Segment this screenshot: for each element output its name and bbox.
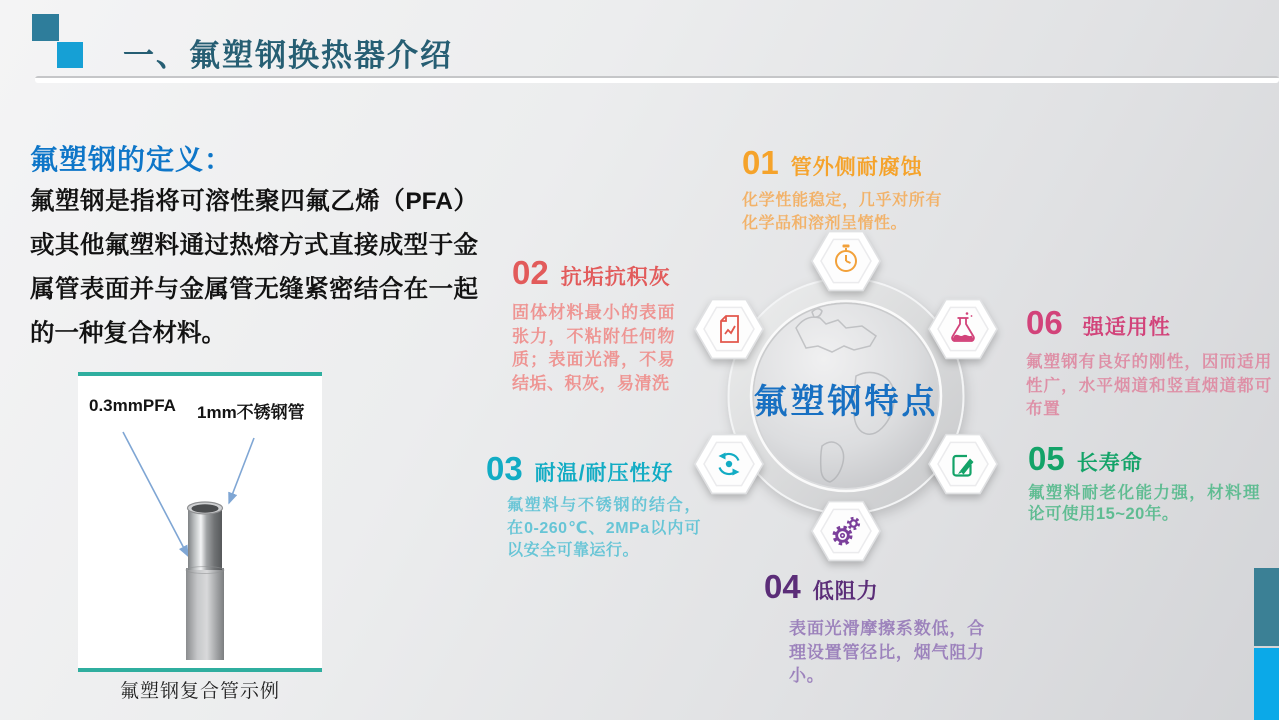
definition-heading: 氟塑钢的定义： <box>30 144 234 175</box>
feature-01-title: 管外侧耐腐蚀 <box>790 156 923 179</box>
feature-03-body: 氟塑料与不锈钢的结合，在0-260℃、2MPa以内可以安全可靠运行。 <box>507 497 701 559</box>
definition-body: 氟塑钢是指将可溶性聚四氟乙烯（PFA）或其他氟塑料通过热熔方式直接成型于金属管表面并与金属管无缝紧密结合在一起的一种复合材料。 <box>30 188 478 347</box>
feature-01-number: 01 <box>742 144 779 181</box>
feature-06-number: 06 <box>1026 304 1063 341</box>
diagram-center-label: 氟塑钢特点 <box>753 383 939 421</box>
feature-04-block <box>764 568 985 688</box>
edge-bar-blue <box>1254 648 1279 720</box>
feature-03-number: 03 <box>486 450 523 487</box>
feature-03-title: 耐温/耐压性好 <box>534 462 674 485</box>
feature-02-body: 固体材料最小的表面张力，不粘附任何物质；表面光滑，不易结垢、积灰，易清洗 <box>512 303 675 393</box>
feature-06-block <box>1026 304 1272 422</box>
feature-05-body: 氟塑料耐老化能力强，材料理论可使用15~20年。 <box>1028 484 1260 523</box>
feature-02-block <box>512 254 675 395</box>
feature-03-block <box>486 450 701 563</box>
edge-bar-teal <box>1254 568 1279 646</box>
feature-05-number: 05 <box>1028 440 1065 477</box>
steel-tube-graphic <box>186 502 224 660</box>
feature-06-title: 强适用性 <box>1082 316 1171 339</box>
header-divider-line <box>35 76 1279 83</box>
feature-05-block <box>1028 440 1260 525</box>
feature-06-body: 氟塑钢有良好的刚性，因而适用性广，水平烟道和竖直烟道都可布置 <box>1026 353 1272 418</box>
header-accent-square-dark <box>32 14 59 41</box>
feature-02-title: 抗垢抗积灰 <box>560 266 671 289</box>
feature-01-block <box>742 144 942 235</box>
page-title: 一、氟塑钢换热器介绍 <box>123 38 453 73</box>
feature-01-body: 化学性能稳定，几乎对所有化学品和溶剂呈惰性。 <box>742 192 942 232</box>
feature-05-title: 长寿命 <box>1076 452 1143 475</box>
figure-label-pfa: 0.3mmPFA <box>89 396 176 415</box>
feature-02-number: 02 <box>512 254 549 291</box>
feature-04-title: 低阻力 <box>812 580 879 603</box>
composite-tube-figure <box>78 372 322 672</box>
header-accent-square-light <box>57 42 83 68</box>
figure-caption: 氟塑钢复合管示例 <box>119 681 280 702</box>
figure-label-steel-tube: 1mm不锈钢管 <box>197 403 305 422</box>
feature-04-body: 表面光滑摩擦系数低，合理设置管径比，烟气阻力小。 <box>789 619 985 685</box>
feature-04-number: 04 <box>764 568 801 605</box>
